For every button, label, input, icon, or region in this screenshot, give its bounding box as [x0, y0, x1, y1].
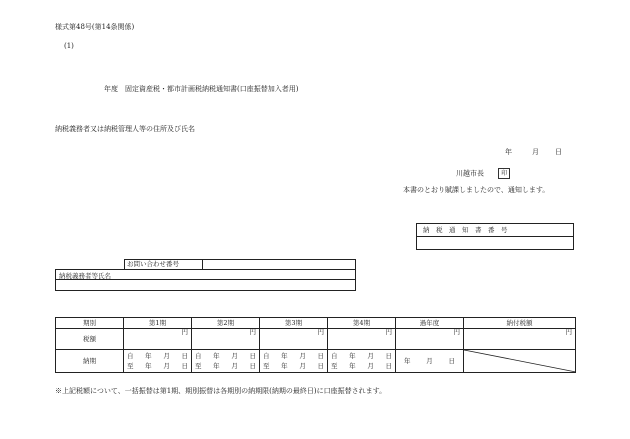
tax-payment: 円	[464, 329, 576, 350]
period-payment-blank	[464, 350, 576, 373]
header-row	[56, 318, 576, 329]
notice-number-label: 納 税 通 知 書 番 号	[417, 224, 574, 237]
issuer-seal: 印	[498, 168, 510, 179]
form-id: 様式第48号(第14条関係)	[55, 23, 135, 31]
notice-number-box	[416, 223, 574, 250]
header-term-1: 第1期	[124, 318, 192, 329]
period-term-2: 自 年 月 日 至 年 月 日	[192, 350, 260, 373]
header-term-3: 第3期	[260, 318, 328, 329]
period-past-year: 年 月 日	[396, 350, 464, 373]
period-term-4: 自 年 月 日 至 年 月 日	[328, 350, 396, 373]
issuer-name: 川越市長	[456, 169, 484, 178]
tax-term-1: 円	[124, 329, 192, 350]
tax-table	[55, 317, 576, 373]
header-term-2: 第2期	[192, 318, 260, 329]
footnote: ※上記税額について、一括振替は第1期、期別振替は各期別の納期限(納期の最終日)に口座振替されます。	[55, 387, 387, 395]
form-sub-id: (1)	[64, 42, 74, 50]
inquiry-box	[55, 259, 355, 290]
header-term-4: 第4期	[328, 318, 396, 329]
period-term-1: 自 年 月 日 至 年 月 日	[124, 350, 192, 373]
address-label: 納税義務者又は納税管理人等の住所及び氏名	[55, 125, 195, 133]
notice-text: 本書のとおり賦課しましたので、通知します。	[403, 186, 550, 194]
tax-past-year: 円	[396, 329, 464, 350]
period-row	[56, 350, 576, 373]
header-period: 期別	[56, 318, 124, 329]
header-payment: 納付税額	[464, 318, 576, 329]
tax-term-3: 円	[260, 329, 328, 350]
date-year: 年	[505, 148, 512, 156]
tax-row-label: 税額	[56, 329, 124, 350]
period-row-label: 納期	[56, 350, 124, 373]
tax-term-4: 円	[328, 329, 396, 350]
taxpayer-label: 納税義務者等氏名	[59, 272, 111, 280]
document-title: 年度 固定資産税・都市計画税納税通知書(口座振替加入者用)	[104, 85, 299, 93]
period-term-3: 自 年 月 日 至 年 月 日	[260, 350, 328, 373]
tax-row	[56, 329, 576, 350]
notice-number-value	[417, 237, 574, 250]
header-past-year: 過年度	[396, 318, 464, 329]
date-month: 月	[532, 148, 539, 156]
diagonal-slash	[464, 350, 576, 372]
date-day: 日	[555, 148, 562, 156]
tax-term-2: 円	[192, 329, 260, 350]
inquiry-label: お問い合わせ番号	[124, 260, 203, 269]
